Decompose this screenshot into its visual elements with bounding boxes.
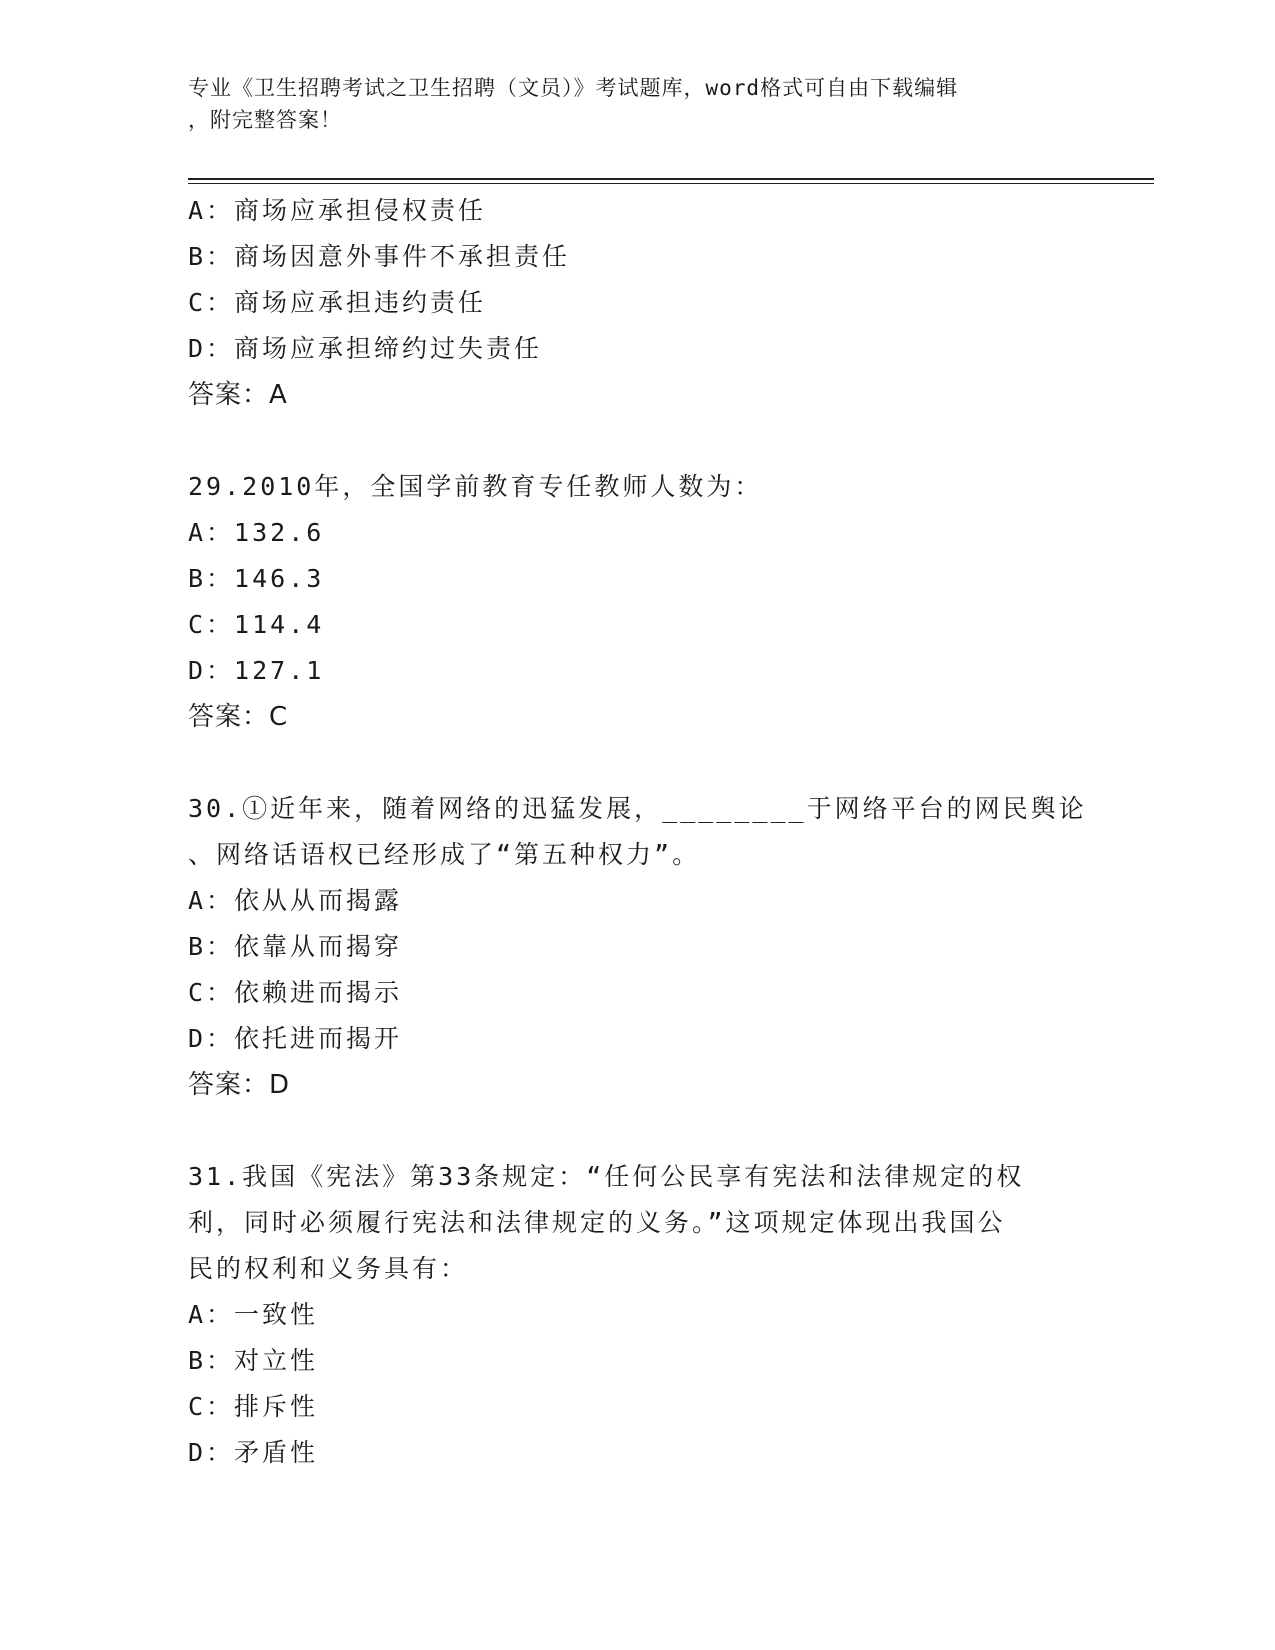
option-b: B：商场因意外事件不承担责任 [188,242,571,271]
question-29 [188,464,1088,740]
document-header [188,72,1068,136]
question-28-continued [188,188,1088,418]
answer-line: 答案：D [188,1070,291,1100]
option-a: A：商场应承担侵权责任 [188,196,487,225]
option-d: D：矛盾性 [188,1438,319,1467]
option-d: D：商场应承担缔约过失责任 [188,334,543,363]
question-text: 29.2010年，全国学前教育专任教师人数为： [188,472,763,501]
question-text-line-2: 、网络话语权已经形成了“第五种权力”。 [188,840,701,869]
answer-line: 答案：A [188,380,288,410]
option-c: C：商场应承担违约责任 [188,288,487,317]
header-line-2: ，附完整答案！ [188,108,342,132]
option-c: C：排斥性 [188,1392,319,1421]
option-b: B：146.3 [188,564,325,593]
header-line-1: 专业《卫生招聘考试之卫生招聘（文员）》考试题库，word格式可自由下载编辑 [188,76,959,100]
option-c: C：114.4 [188,610,325,639]
option-b: B：依靠从而揭穿 [188,932,403,961]
question-30 [188,786,1088,1108]
question-31 [188,1154,1088,1476]
option-c: C：依赖进而揭示 [188,978,403,1007]
option-a: A：132.6 [188,518,325,547]
option-a: A：一致性 [188,1300,319,1329]
question-list [188,188,1088,1476]
question-text-line-1: 30.①近年来，随着网络的迅猛发展，________于网络平台的网民舆论 [188,794,1087,823]
question-text-line-2: 利，同时必须履行宪法和法律规定的义务。”这项规定体现出我国公 [188,1208,1006,1237]
question-text-line-1: 31.我国《宪法》第33条规定：“任何公民享有宪法和法律规定的权 [188,1162,1025,1191]
option-d: D：127.1 [188,656,325,685]
header-divider-thin [188,183,1154,184]
option-d: D：依托进而揭开 [188,1024,403,1053]
option-b: B：对立性 [188,1346,319,1375]
question-text-line-3: 民的权利和义务具有： [188,1254,469,1283]
answer-line: 答案：C [188,702,289,732]
option-a: A：依从从而揭露 [188,886,403,915]
header-divider [188,178,1154,180]
